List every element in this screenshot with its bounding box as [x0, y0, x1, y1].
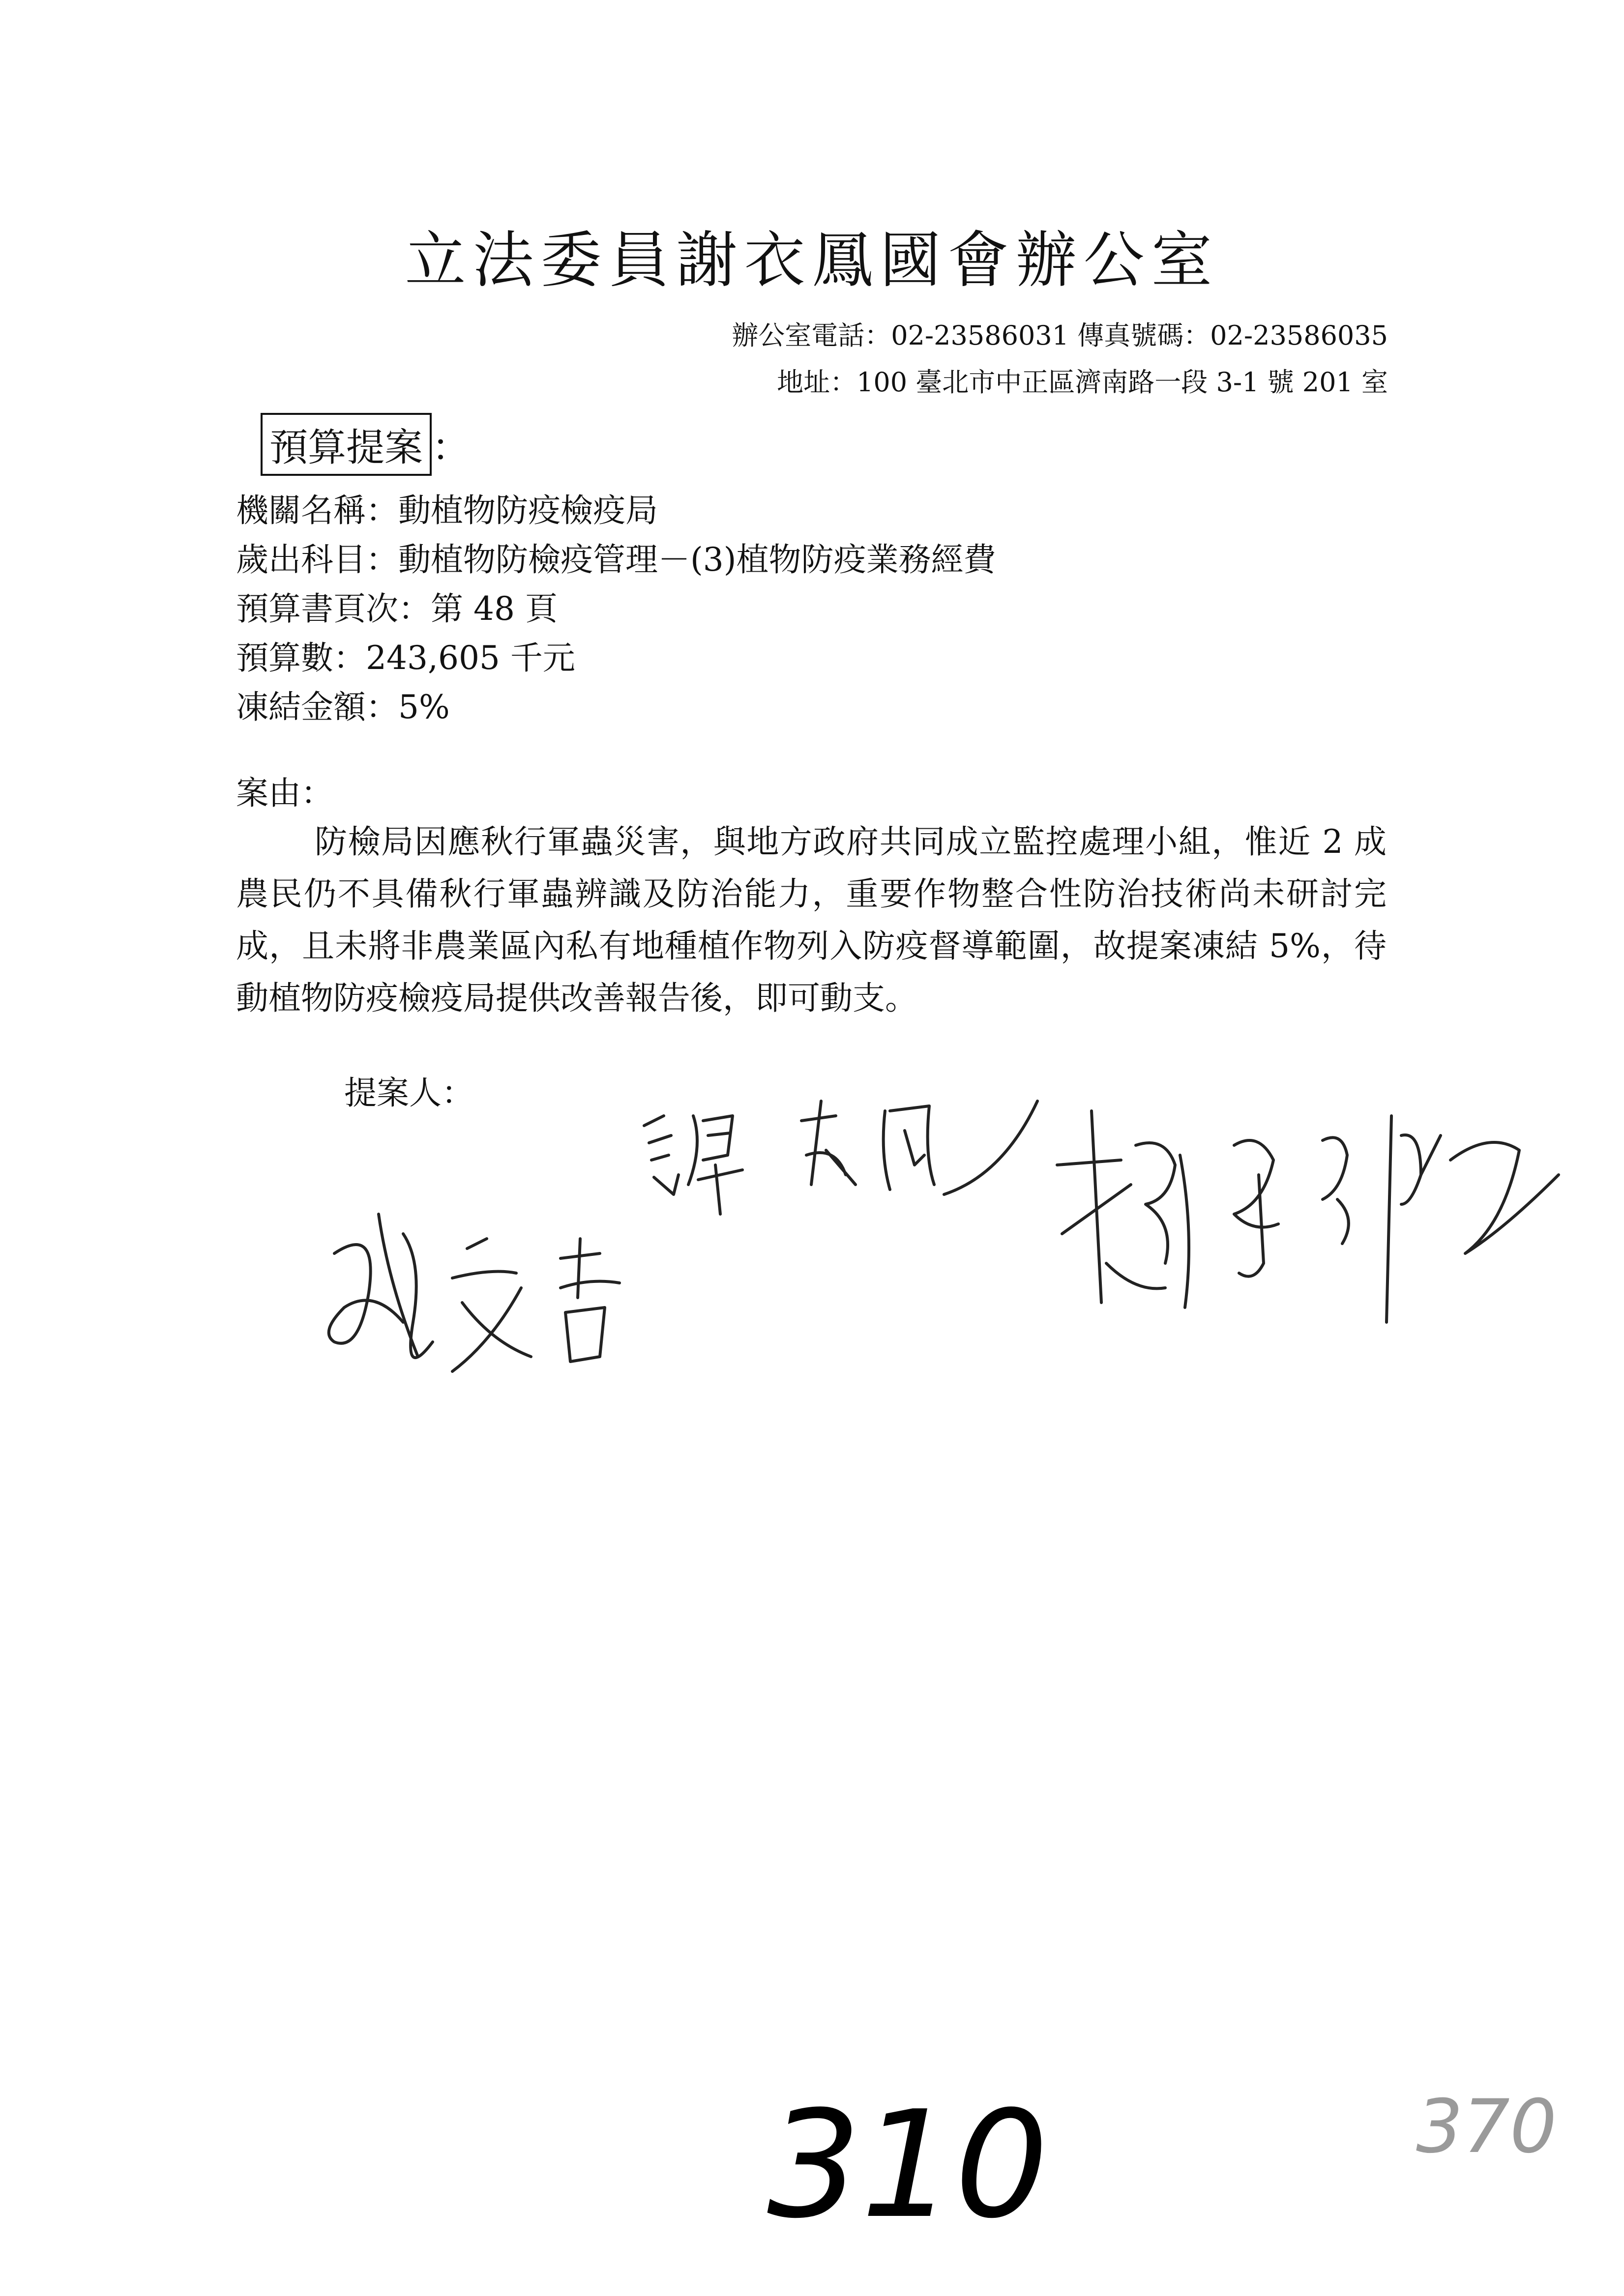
page-number-handwritten: 310	[767, 2079, 1049, 2251]
field-page: 預算書頁次：第 48 頁	[236, 590, 558, 628]
proposal-label: 預算提案	[261, 413, 432, 476]
signature-3	[1047, 1076, 1568, 1347]
signature-2	[305, 1194, 659, 1401]
office-phone-fax: 辦公室電話：02-23586031 傳真號碼：02-23586035	[732, 320, 1388, 351]
page-number-faint: 370	[1416, 2084, 1557, 2170]
signature-1	[629, 1057, 1047, 1219]
field-agency: 機關名稱：動植物防疫檢疫局	[236, 492, 658, 529]
field-budget-item: 歲出科目：動植物防檢疫管理－(3)植物防疫業務經費	[236, 541, 996, 579]
field-freeze-amount: 凍結金額：5%	[236, 688, 450, 726]
office-address: 地址：100 臺北市中正區濟南路一段 3-1 號 201 室	[777, 367, 1388, 398]
proposal-label-row	[261, 413, 470, 476]
field-budget-amount: 預算數：243,605 千元	[236, 639, 575, 677]
proposal-label-colon: ：	[432, 426, 471, 470]
proposer-label: 提案人：	[344, 1074, 474, 1112]
reason-text: 防檢局因應秋行軍蟲災害，與地方政府共同成立監控處理小組，惟近 2 成農民仍不具備秋行軍蟲辨識及防治能力，重要作物整合性防治技術尚未研討完成，且未將非農業區內私有地種植作物列入防疫督導範圍，故提案凍結 5%，待動植物防疫檢疫局提供改善報告後，即可動支。	[236, 823, 1387, 1017]
reason-heading: 案由：	[236, 774, 333, 812]
office-title: 立法委員謝衣鳳國會辦公室	[405, 225, 1219, 296]
